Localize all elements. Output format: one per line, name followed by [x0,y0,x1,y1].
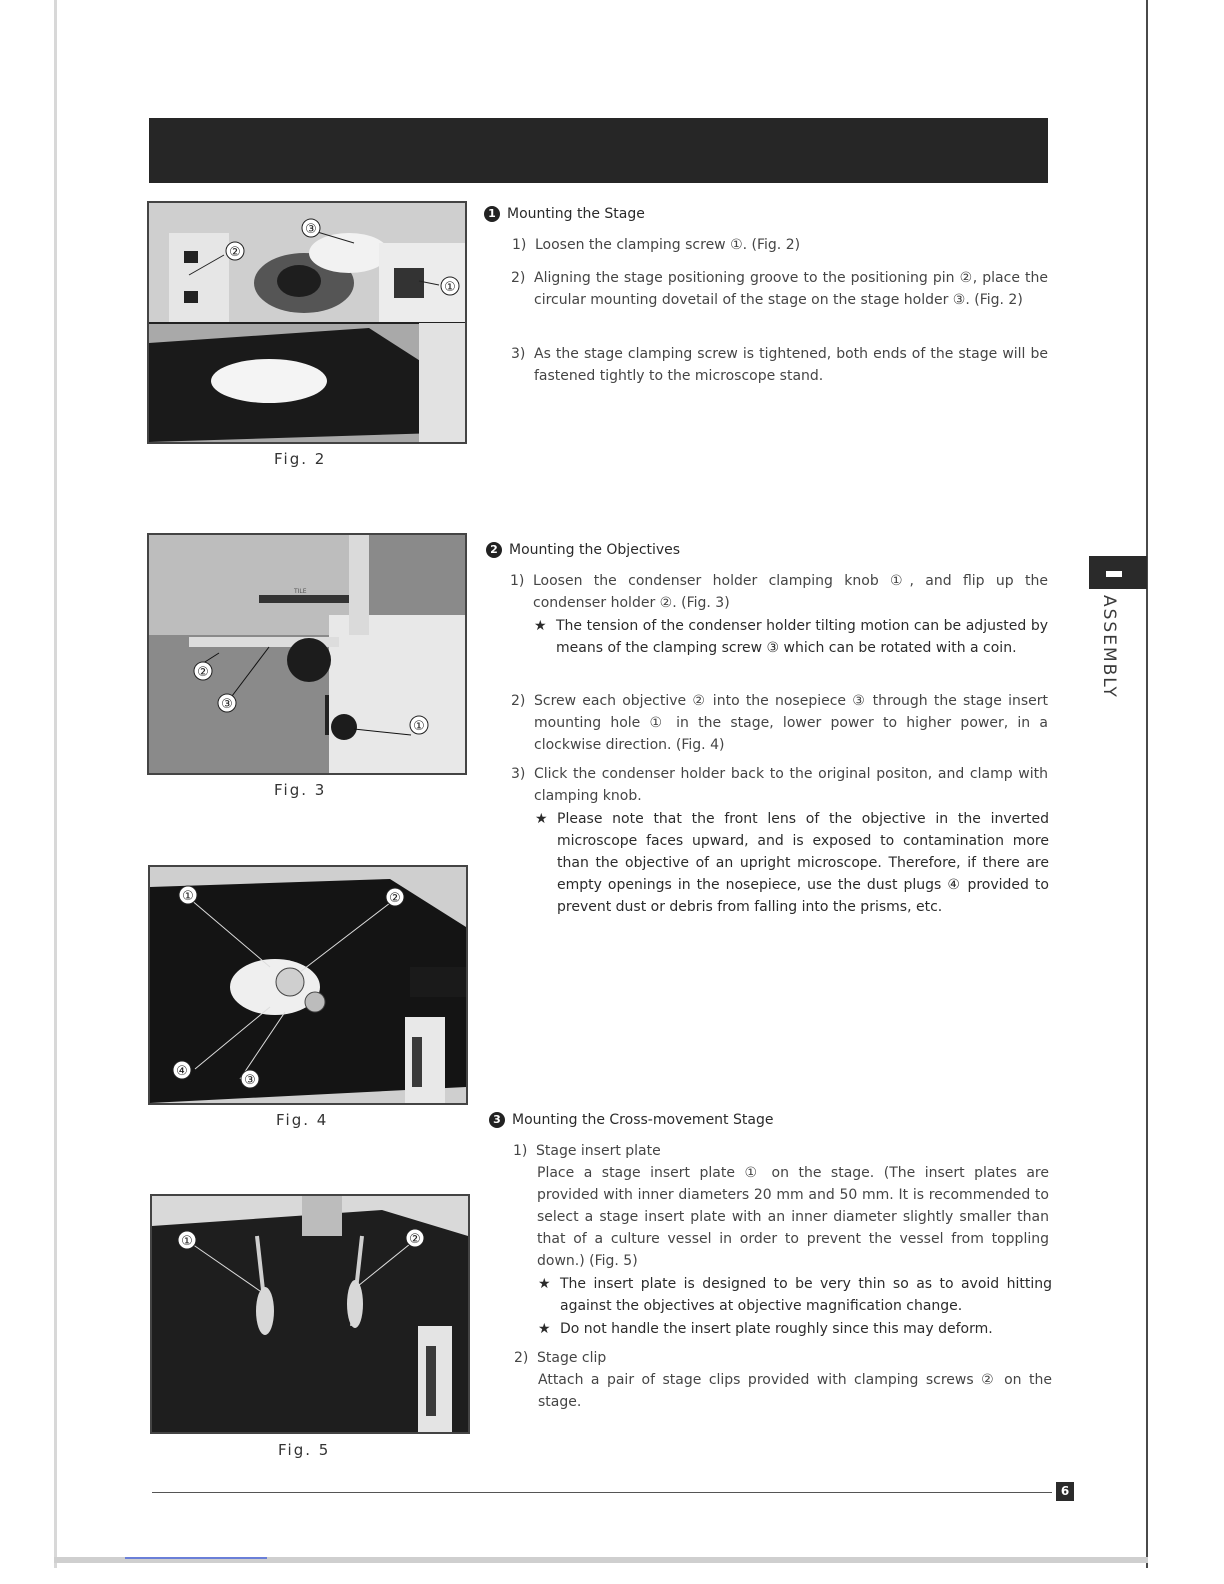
figure-4-callout-1: ① [182,889,194,904]
step-label: 2) [514,1350,529,1366]
step-text: Place a stage insert plate ① on the stage. (The insert plates are provided with inner diameters 20 mm and 50 mm. It is recommended to select a stage insert plate with an inner diameter slightly smaller than that of a culture vessel in order to prevent the vessel from toppling down.) (Fig. 5) [537,1165,1049,1269]
step-text: Attach a pair of stage clips provided with clamping screws ② on the stage. [538,1372,1052,1410]
figure-4-photo [148,865,468,1105]
figure-3-callout-2: ② [197,665,209,680]
figure-2-callout-1: ① [444,280,456,295]
note-text: Do not handle the insert plate roughly since this may deform. [560,1321,993,1337]
figure-2-caption: Fig. 2 [274,450,327,468]
section-3-title [489,1112,773,1128]
section-2-step-2 [511,690,1048,756]
figure-4-callout-2: ② [389,891,401,906]
page-edge-right [1146,0,1148,1568]
figure-5-photo [150,1194,470,1434]
step-label: 1) [512,237,527,253]
step-label: 2) [511,270,526,286]
step-label: 3) [511,346,526,362]
star-icon: ★ [538,1321,551,1337]
figure-3-small-label: TILE [294,588,307,595]
section-3-note-1 [538,1273,1052,1317]
figure-3-callout-3: ③ [221,697,233,712]
figure-2-callout-3: ③ [305,222,317,237]
figure-5-callout-1: ① [181,1234,193,1249]
figure-5-callout-2: ② [409,1232,421,1247]
note-text: The insert plate is designed to be very thin so as to avoid hitting against the objectives at objective magnification change. [560,1276,1052,1314]
page-bottom-link-mark [125,1557,267,1559]
section-3-title-text: Mounting the Cross-movement Stage [512,1112,774,1128]
page-number: 6 [1056,1482,1074,1501]
page-edge-left [54,0,57,1568]
note-text: Please note that the front lens of the objective in the inverted microscope faces upward, and is exposed to contamination more than the objective of an upright microscope. Therefore, if there are empty openings in the nosepiece, use the dust plugs ④ provided to prevent dust or debris from falling into the prisms, etc. [557,811,1049,915]
figure-4-callout-3: ③ [244,1073,256,1088]
figure-3-callout-1: ① [413,719,425,734]
figure-4-callout-4: ④ [176,1064,188,1079]
figure-2-callout-2: ② [229,245,241,260]
section-2-number: 2 [486,542,502,558]
step-text: Screw each objective ② into the nosepiece ③ through the stage insert mounting hole ① in the stage, lower power to higher power, in a clockwise direction. (Fig. 4) [534,693,1048,753]
figure-5-caption: Fig. 5 [278,1441,331,1459]
figure-3-photo [147,533,467,775]
section-3-step-1-body [537,1162,1049,1272]
star-icon: ★ [534,618,547,634]
step-text: Stage clip [537,1350,607,1366]
section-2-title [486,542,680,558]
header-bar [149,118,1048,183]
section-3-step-2-heading [514,1347,1049,1369]
side-tab-mark [1106,571,1122,577]
section-1-step-1 [512,234,1047,256]
note-text: The tension of the condenser holder tilting motion can be adjusted by means of the clamping screw ③ which can be rotated with a coin. [556,618,1048,656]
section-2-step-1 [510,570,1048,614]
section-1-title [484,206,645,222]
section-3-step-2-body [538,1369,1052,1413]
section-3-step-1-heading [513,1140,1048,1162]
section-2-note-1 [534,615,1048,659]
figure-4-caption: Fig. 4 [276,1111,329,1129]
step-text: Loosen the condenser holder clamping knob ①, and flip up the condenser holder ②. (Fig. 3) [533,573,1048,611]
section-3-number: 3 [489,1112,505,1128]
section-1-step-3 [511,343,1048,387]
footer-rule [152,1492,1052,1493]
section-2-title-text: Mounting the Objectives [509,542,681,558]
section-1-title-text: Mounting the Stage [507,206,645,222]
section-2-note-2 [535,808,1049,918]
star-icon: ★ [538,1276,551,1292]
star-icon: ★ [535,811,548,827]
step-text: Click the condenser holder back to the original positon, and clamp with clamping knob. [534,766,1048,804]
step-label: 3) [511,766,526,782]
step-text: Stage insert plate [536,1143,661,1159]
section-1-step-2 [511,267,1048,311]
step-text: As the stage clamping screw is tightened, both ends of the stage will be fastened tightly to the microscope stand. [534,346,1048,384]
step-text: Loosen the clamping screw ①. (Fig. 2) [535,237,801,253]
figure-3-caption: Fig. 3 [274,781,327,799]
step-text: Aligning the stage positioning groove to the positioning pin ②, place the circular mounting dovetail of the stage on the stage holder ③. (Fig. 2) [534,270,1048,308]
side-tab-label: ASSEMBLY [1099,595,1119,699]
section-3-note-2 [538,1318,1054,1340]
section-1-number: 1 [484,206,500,222]
step-label: 1) [510,573,525,589]
step-label: 2) [511,693,526,709]
section-2-step-3 [511,763,1048,807]
step-label: 1) [513,1143,528,1159]
figure-2-photo [147,201,467,444]
